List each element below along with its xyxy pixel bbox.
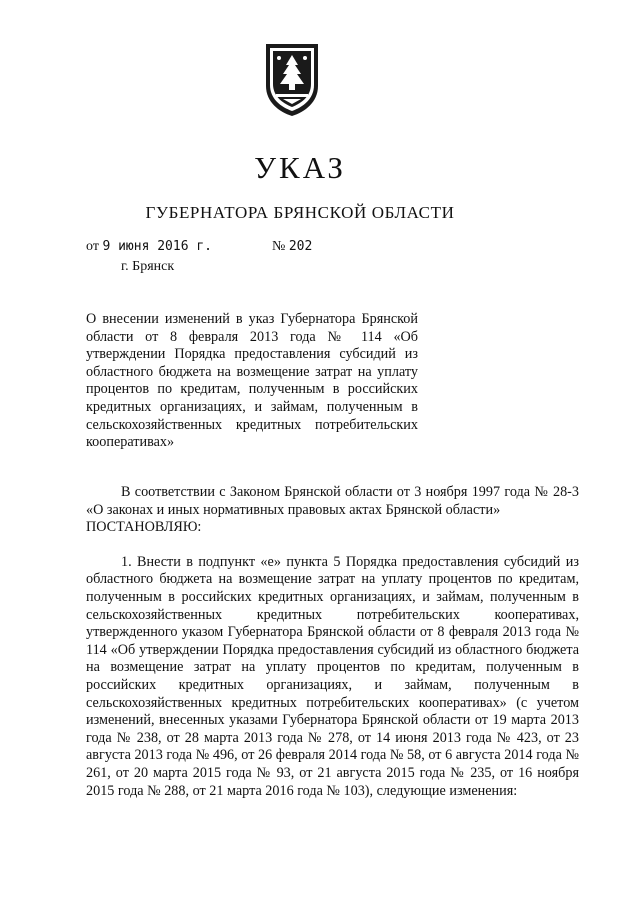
bryansk-coat-of-arms-icon: [263, 42, 321, 118]
document-subtitle: ГУБЕРНАТОРА БРЯНСКОЙ ОБЛАСТИ: [145, 203, 455, 222]
decree-date: [86, 239, 212, 255]
decree-keyword: ПОСТАНОВЛЯЮ:: [86, 519, 202, 536]
preamble-paragraph: В соответствии с Законом Брянской области от 3 ноября 1997 года № 28-3 «О законах и иных нормативных правовых актах Брянской области»: [86, 484, 579, 518]
number-value: 202: [288, 239, 313, 254]
decree-subject: О внесении изменений в указ Губернатора Брянской области от 8 февраля 2013 года № 114 «Об утверждении Порядка предоставления субсидий из областного бюджета на возмещение затрат на уплату процентов по кредитам, полученным в российских кредитных организациях, и займам, полученным в сельскохозяйственных кредитных потребительских кооперативах»: [86, 311, 418, 451]
document-title: УКАЗ: [254, 150, 346, 185]
decree-number: [272, 239, 312, 255]
date-prefix: от: [86, 239, 99, 254]
date-value: 9 июня 2016 г.: [102, 239, 213, 254]
item-1-paragraph: 1. Внести в подпункт «е» пункта 5 Порядка предоставления субсидий из областного бюджета на возмещение затрат на уплату процентов по кредитам, полученным в российских кредитных организациях, и займам, полученным в сельскохозяйственных кредитных потребительских кооперативах, утвержденного указом Губернатора Брянской области от 8 февраля 2013 года № 114 «Об утверждении Порядка предоставления субсидий из областного бюджета на возмещение затрат на уплату процентов по кредитам, полученным в российских кредитных организациях, и займам, полученным в сельскохозяйственных кредитных потребительских кооперативах» (с учетом изменений, внесенных указами Губернатора Брянской области от 19 марта 2013 года № 238, от 28 марта 2013 года № 278, от 14 июня 2013 года № 423, от 23 августа 2013 года № 496, от 26 февраля 2014 года № 58, от 6 августа 2014 года № 261, от 20 марта 2015 года № 93, от 21 августа 2015 года № 235, от 16 ноября 2015 года № 288, от 21 марта 2016 года № 103), следующие изменения:: [86, 553, 579, 799]
decree-city: г. Брянск: [121, 259, 175, 274]
number-prefix: №: [272, 239, 286, 254]
decree-body: [86, 484, 579, 800]
